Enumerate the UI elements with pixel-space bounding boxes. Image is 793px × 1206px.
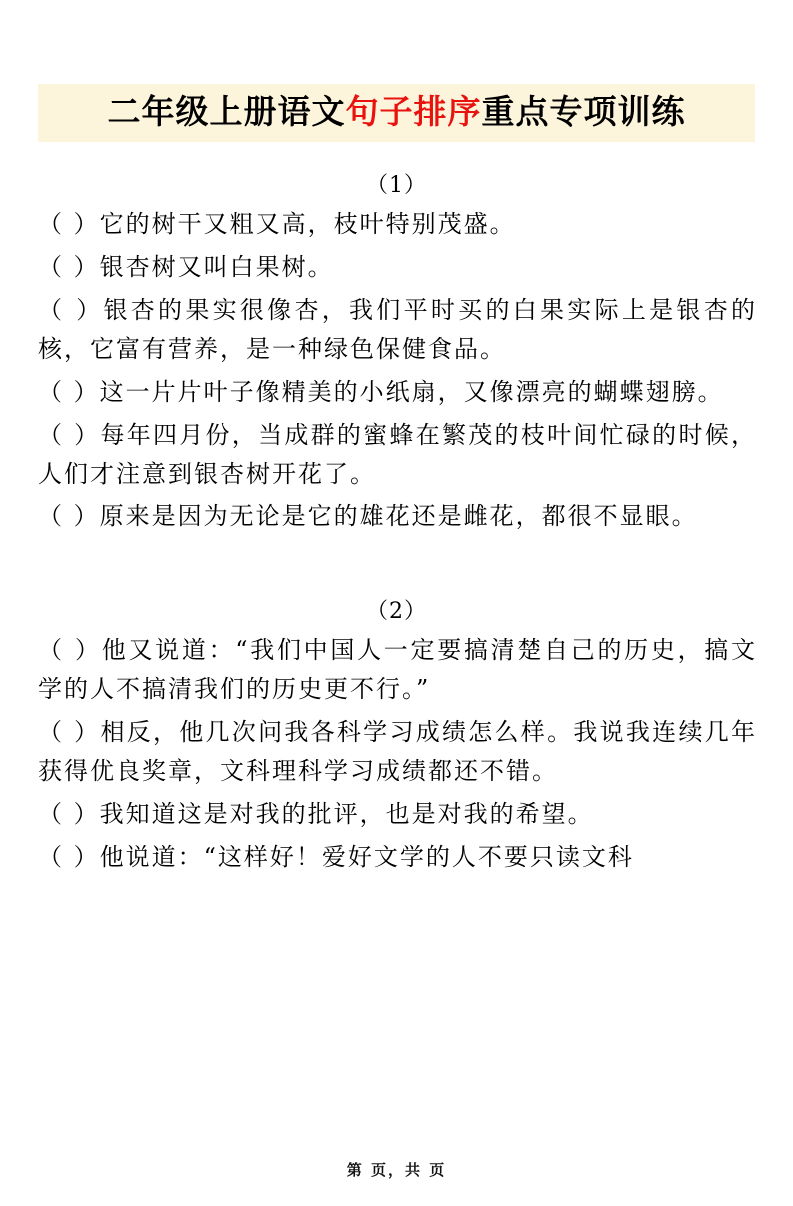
exercise-line: （ ）它的树干又粗又高，枝叶特别茂盛。 — [38, 210, 516, 239]
exercise-line: （ ）这一片片叶子像精美的小纸扇，又像漂亮的蝴蝶翅膀。 — [38, 377, 724, 406]
title-prefix: 二年级上册语文 — [107, 92, 346, 131]
section-number-2: （2） — [366, 599, 427, 625]
page-footer: 第 页，共 页 — [346, 1161, 447, 1179]
exercise-line: （ ）原来是因为无论是它的雄花还是雌花，都很不显眼。 — [38, 502, 698, 531]
document-page — [0, 84, 793, 1206]
page-title — [44, 94, 749, 130]
section-body-1 — [38, 205, 757, 536]
exercise-line: （ ）他又说道：“我们中国人一定要搞清楚自己的历史，搞文学的人不搞清我们的历史更不行。” — [38, 636, 757, 704]
exercise-line: （ ）他说道：“这样好！爱好文学的人不要只读文科 — [38, 842, 634, 871]
exercise-line: （ ）银杏树又叫白果树。 — [38, 253, 334, 282]
page-title-banner — [38, 84, 755, 142]
section-body-2 — [38, 631, 757, 876]
title-suffix: 重点专项训练 — [481, 92, 686, 131]
title-highlight: 句子排序 — [345, 92, 482, 131]
exercise-line: （ ）我知道这是对我的批评，也是对我的希望。 — [38, 799, 594, 828]
exercise-line: （ ）相反，他几次问我各科学习成绩怎么样。我说我连续几年获得优良奖章，文科理科学习成绩都还不错。 — [38, 718, 757, 785]
exercise-line: （ ）每年四月份，当成群的蜜蜂在繁茂的枝叶间忙碌的时候，人们才注意到银杏树开花了。 — [38, 420, 757, 488]
exercise-line: （ ）银杏的果实很像杏，我们平时买的白果实际上是银杏的核，它富有营养，是一种绿色保健食品。 — [38, 296, 757, 363]
section-number-1: （1） — [366, 173, 427, 199]
